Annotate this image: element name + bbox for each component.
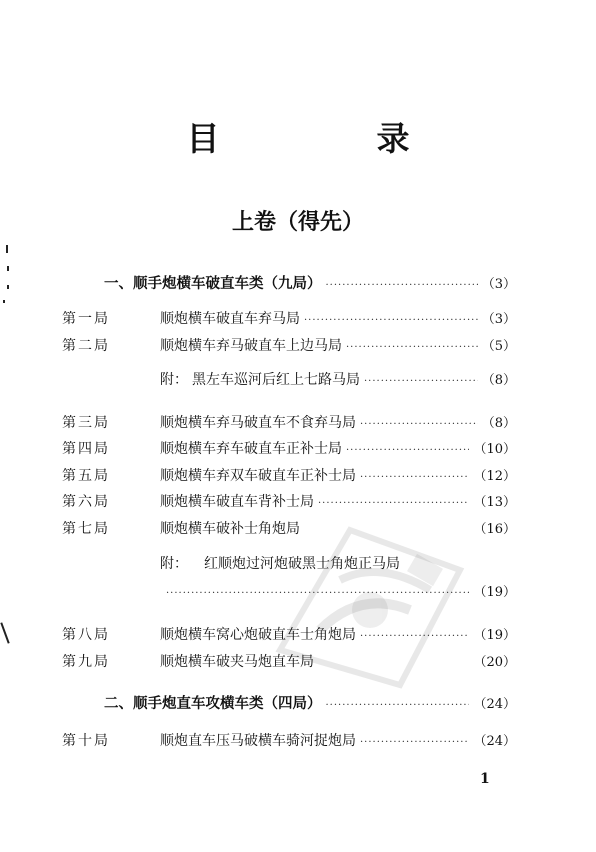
page-ref: （8） <box>481 416 516 431</box>
entry-title: 顺炮直车压马破横车骑河捉炮局 <box>160 733 356 749</box>
page-ref: （20） <box>473 655 516 670</box>
volume-title: 上卷（得先） <box>231 209 364 235</box>
page-ref: （3） <box>481 277 516 292</box>
entry-title: 红顺炮过河炮破黑士角炮正马局 <box>204 556 400 572</box>
toc-entry[interactable] <box>62 492 516 514</box>
entry-title: 顺炮横车弃马破直车上边马局 <box>160 338 342 354</box>
entry-label: 第九局 <box>62 654 110 670</box>
entry-label: 第八局 <box>62 627 110 643</box>
scan-mark <box>6 245 8 253</box>
leader-dots <box>346 338 478 358</box>
scan-mark <box>7 266 9 271</box>
section-title: 二、顺手炮直车攻横车类（四局） <box>104 695 322 712</box>
entry-title: 顺炮横车弃双车破直车正补士局 <box>160 468 356 484</box>
page-ref: （24） <box>473 697 516 712</box>
entry-label: 附： <box>160 372 188 388</box>
leader-dots <box>364 372 478 392</box>
page-ref: （24） <box>473 734 516 749</box>
entry-label: 第一局 <box>62 311 110 327</box>
leader-dots <box>318 494 469 514</box>
toc-entry[interactable] <box>62 466 516 488</box>
entry-label: 第四局 <box>62 441 110 457</box>
toc-entry[interactable] <box>62 413 516 435</box>
leader-dots <box>304 311 478 331</box>
entry-title: 顺炮横车窝心炮破直车士角炮局 <box>160 627 356 643</box>
toc-entry[interactable] <box>62 652 516 674</box>
section-title: 一、顺手炮横车破直车类（九局） <box>104 275 322 292</box>
entry-title: 顺炮横车弃马破直车不食弃马局 <box>160 415 356 431</box>
page-ref: （10） <box>473 442 516 457</box>
scan-mark <box>7 285 9 289</box>
scan-mark <box>3 300 5 303</box>
leader-dots <box>346 441 469 461</box>
page-ref: （19） <box>473 628 516 643</box>
entry-label: 附： <box>160 556 188 572</box>
toc-entry[interactable] <box>62 731 516 753</box>
page-title: 目 录 <box>186 119 472 158</box>
entry-title: 顺炮横车破直车弃马局 <box>160 311 300 327</box>
leader-dots <box>360 415 478 435</box>
appendix-continuation <box>166 583 516 604</box>
leader-dots <box>166 584 469 604</box>
entry-label: 第六局 <box>62 494 110 510</box>
entry-title: 顺炮横车破补士角炮局 <box>160 521 300 537</box>
page-number: 1 <box>480 771 490 787</box>
page-ref: （12） <box>473 469 516 484</box>
leader-dots <box>360 468 469 488</box>
leader-dots <box>326 276 478 296</box>
section-heading[interactable] <box>104 694 516 716</box>
page-ref: （8） <box>481 373 516 388</box>
entry-title: 顺炮横车破夹马炮直车局 <box>160 654 314 670</box>
entry-label: 第五局 <box>62 468 110 484</box>
toc-entry[interactable] <box>62 336 516 358</box>
entry-label: 第二局 <box>62 338 110 354</box>
page-ref: （19） <box>473 585 516 600</box>
entry-label: 第三局 <box>62 415 110 431</box>
toc-entry[interactable] <box>62 519 516 541</box>
toc-entry[interactable] <box>62 439 516 461</box>
toc-entry[interactable] <box>62 625 516 647</box>
leader-dots <box>360 733 469 753</box>
section-heading[interactable] <box>104 274 516 296</box>
toc-appendix-entry[interactable] <box>160 370 516 392</box>
toc-entry[interactable] <box>62 309 516 331</box>
entry-label: 第十局 <box>62 733 110 749</box>
page-ref: （3） <box>481 312 516 327</box>
leader-dots <box>326 696 470 716</box>
leader-dots <box>360 627 469 647</box>
entry-title: 黑左车巡河后红上七路马局 <box>192 372 360 388</box>
page-ref: （5） <box>481 339 516 354</box>
entry-title: 顺炮横车弃车破直车正补士局 <box>160 441 342 457</box>
page-ref: （16） <box>473 522 516 537</box>
toc-appendix-entry[interactable] <box>160 554 516 574</box>
entry-label: 第七局 <box>62 521 110 537</box>
scan-mark <box>0 622 9 643</box>
entry-title: 顺炮横车破直车背补士局 <box>160 494 314 510</box>
page-ref: （13） <box>473 495 516 510</box>
